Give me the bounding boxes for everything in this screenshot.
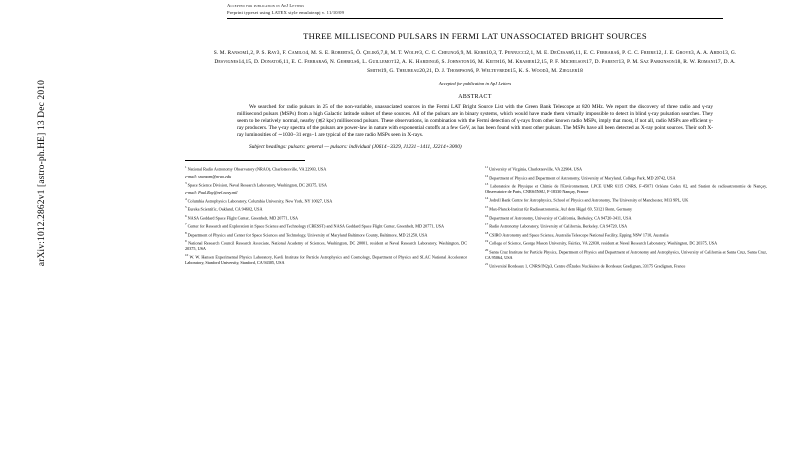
- accepted-notice: Accepted for publication in ApJ Letters: [227, 3, 305, 8]
- abstract-text: We searched for radio pulsars in 25 of the non-variable, unassociated sources in the Fermi LAT Bright Source List with the Green Bank Telescope at 820 MHz. We report the discovery of three radio and γ-ray millisecond pulsars (MSPs) from a high Galactic latitude subset of these sources. All of the pulsars are in binary systems, which would have made them virtually impossible to detect in blind γ-ray pulsation searches. They seem to be relatively normal, nearby (≲2 kpc) millisecond pulsars. These observations, in combination with the Fermi detection of γ-rays from other known radio MSPs, imply that most, if not all, radio MSPs are efficient γ-ray producers. The γ-ray spectra of the pulsars are power-law in nature with exponential cutoffs at a few GeV, as has been found with most other pulsars. The MSPs have all been detected as X-ray point sources. Their soft X-ray luminosities of ∼1030−31 ergs−1 are typical of the rare radio MSPs seen in X-rays.: [237, 103, 713, 139]
- affiliation-item: [485, 262, 767, 269]
- affiliation-text: Center for Research and Exploration in Space Science and Technology (CRESST) and NASA Goddard Space Flight Center, Greenbelt, MD 20771, USA: [186, 223, 444, 229]
- affiliation-item: [485, 182, 767, 194]
- affiliation-item: [485, 231, 767, 238]
- affiliation-marker: 18: [485, 230, 489, 235]
- affiliation-item: [185, 231, 467, 238]
- affiliation-marker: 10: [185, 253, 189, 258]
- affiliation-text: Department of Physics and Center for Space Sciences and Technology, University of Maryland Baltimore County, Baltimore, MD 21250, USA: [186, 232, 428, 238]
- affiliation-text: e-mail: Paul.Ray@nrl.navy.mil: [185, 189, 238, 195]
- affiliation-marker: 11: [485, 165, 489, 170]
- subject-headings: Subject headings: pulsars: general — pulsars: individual (J0614−3329, J1231−1411, J2214+3000): [249, 144, 462, 151]
- author-list: S. M. Ransom1,2, P. S. Ray3, F. Camilo4, M. S. E. Roberts5, Ö. Çelik6,7,8, M. T. Wolff3, C. C. Cheung6,9, M. Kerr10,3, T. Pennucci2,1, M. E. DeCesar6,11, E. C. Ferrara6, P. C. C. Freire12, J. E. Grove3, A. A. Abdo13, G. Desvignes14,15, D. Donato6,11, E. C. Ferrara6, N. Gehrels6, L. Guillemot12, A. K. Harding6, S. Johnston16, M. Keith16, M. Kramer12,15, P. F. Michelson17, D. Parent13, P. M. Saz Parkinson18, R. W. Romani17, D. A. Smith19, G. Theureau20,21, D. J. Thompson6, P. Weltevrede15, K. S. Wood3, M. Ziegler18: [213, 50, 737, 74]
- affiliation-item: [185, 205, 467, 212]
- affiliation-item: [185, 174, 467, 180]
- affiliation-text: Santa Cruz Institute for Particle Physics, Department of Physics and Department of Astronomy and Astrophysics, University of California at Santa Cruz, Santa Cruz, CA 95064, USA: [485, 249, 767, 260]
- affiliation-item: [485, 174, 767, 181]
- affiliation-marker: 5: [185, 205, 187, 210]
- affiliation-text: University of Virginia, Charlottesville, VA 22904, USA: [488, 166, 582, 172]
- affiliation-text: Université Bordeaux 1, CNRS/IN2p3, Centre d'Études Nucléaires de Bordeaux Gradignan, 33175 Gradignan, France: [488, 263, 686, 269]
- affiliation-item: [485, 239, 767, 246]
- affiliation-text: Max-Planck-Institut für Radioastronomie, Auf dem Hügel 69, 53121 Bonn, Germany: [488, 206, 633, 212]
- affiliation-text: Laboratoire de Physique et Chimie de l'Environnement, LPCE UMR 6115 CNRS, F-45071 Orléans Cedex 02, and Station de radioastronomie de Nançay, Observatoire de Paris, CNRS/INSU, F-18330 Nançay, France: [485, 183, 767, 195]
- affiliation-item: [185, 165, 467, 172]
- affiliation-marker: 15: [485, 204, 489, 209]
- affiliation-item: [485, 196, 767, 203]
- affiliation-marker: 7: [185, 222, 187, 227]
- affiliation-marker: 9: [185, 239, 187, 244]
- affiliation-marker: 4: [185, 196, 187, 201]
- affiliation-text: CSIRO Astronomy and Space Science, Australia Telescope National Facility, Epping NSW 1710, Australia: [488, 231, 669, 237]
- paper-content-column: [175, 0, 775, 450]
- preprint-header: [227, 3, 775, 16]
- affiliation-marker: 21: [485, 261, 489, 266]
- affiliation-text: Department of Physics and Department of Astronomy, University of Maryland, College Park, MD 20742, USA: [488, 175, 676, 181]
- affiliation-marker: 6: [185, 213, 187, 218]
- affiliation-item: [185, 190, 467, 196]
- affiliation-marker: 19: [485, 239, 489, 244]
- affiliation-item: [185, 239, 467, 251]
- affiliation-marker: 3: [185, 180, 187, 185]
- affiliation-marker: 1: [185, 165, 187, 170]
- affiliation-text: Space Science Division, Naval Research Laboratory, Washington, DC 20375, USA: [186, 182, 327, 188]
- page-title: THREE MILLISECOND PULSARS IN FERMI LAT UNASSOCIATED BRIGHT SOURCES: [303, 31, 647, 42]
- affiliation-item: [485, 205, 767, 212]
- affiliation-item: [485, 165, 767, 172]
- affiliation-item: [485, 222, 767, 229]
- arxiv-identifier-stamp: arXiv:1012.2862v1 [astro-ph.HE] 13 Dec 2010: [37, 79, 47, 267]
- header-rule: [227, 18, 723, 19]
- affiliation-text: W. W. Hansen Experimental Physics Laboratory, Kavli Institute for Particle Astrophysics and Cosmology, Department of Physics and SLAC National Accelerator Laboratory, Stanford University, Stanford, CA 94305, USA: [185, 254, 467, 266]
- affiliation-text: National Research Council Research Associate, National Academy of Sciences, Washington, DC 20001, resident at Naval Research Laboratory, Washington, DC 20375, USA: [185, 240, 467, 252]
- accepted-line: Accepted for publication in ApJ Letters: [438, 80, 512, 86]
- affiliation-item: [485, 214, 767, 221]
- affiliation-marker: 13: [485, 182, 489, 187]
- abstract-heading: ABSTRACT: [458, 93, 492, 100]
- affiliation-item: [185, 222, 467, 229]
- affiliation-text: Eureka Scientific, Oakland, CA 94602, USA: [186, 206, 263, 212]
- affiliation-item: [185, 197, 467, 204]
- affiliation-marker: 20: [485, 247, 489, 252]
- affiliation-marker: 16: [485, 213, 489, 218]
- affiliation-footnotes: [175, 165, 775, 269]
- affiliation-text: Radio Astronomy Laboratory, University of California, Berkeley, CA 94720, USA: [488, 223, 628, 229]
- affiliation-text: Columbia Astrophysics Laboratory, Columbia University, New York, NY 10027, USA: [186, 198, 333, 204]
- affiliation-text: NASA Goddard Space Flight Center, Greenbelt, MD 20771, USA: [186, 215, 299, 221]
- affiliation-text: Jodrell Bank Centre for Astrophysics, School of Physics and Astronomy, The University of Manchester, M13 9PL, UK: [488, 197, 689, 203]
- affiliation-item: [185, 214, 467, 221]
- affiliation-text: Department of Astronomy, University of California, Berkeley, CA 94720-3411, USA: [488, 214, 632, 220]
- affiliation-item: [185, 253, 467, 265]
- affiliation-item: [185, 181, 467, 188]
- affiliation-marker: 12: [485, 173, 489, 178]
- affiliation-text: College of Science, George Mason University, Fairfax, VA 22030, resident at Naval Research Laboratory, Washington, DC 20375, USA: [488, 240, 718, 246]
- footnote-rule: [185, 160, 305, 161]
- affiliation-marker: 17: [485, 222, 489, 227]
- affiliation-text: National Radio Astronomy Observatory (NRAO), Charlottesville, VA 22903, USA: [186, 166, 327, 172]
- affiliation-text: e-mail: sransom@nrao.edu: [185, 173, 232, 179]
- affiliation-item: [485, 248, 767, 260]
- affiliation-marker: 14: [485, 196, 489, 201]
- typeset-notice: Preprint typeset using LATEX style emulateapj v. 11/10/09: [227, 9, 345, 15]
- affiliation-marker: 8: [185, 230, 187, 235]
